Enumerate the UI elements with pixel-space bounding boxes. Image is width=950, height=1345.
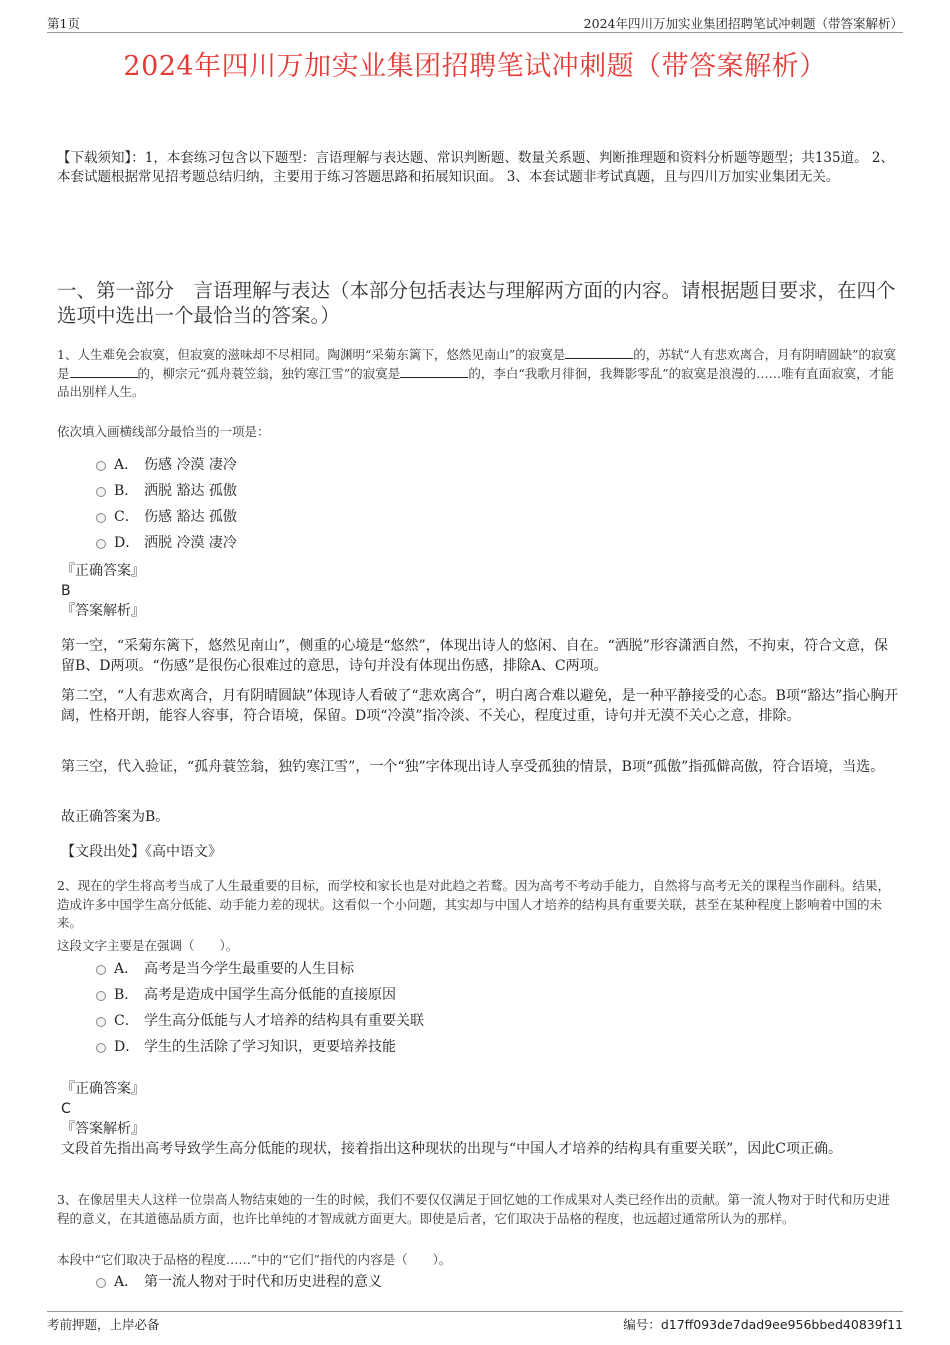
page-title: 2024年四川万加实业集团招聘笔试冲刺题（带答案解析）	[123, 51, 827, 82]
question-3-text: 3、在像居里夫人这样一位崇高人物结束她的一生的时候，我们不要仅仅满足于回忆她的工作成果对人类已经作出的贡献。第一流人物对于时代和历史进程的意义，在其道德品质方面，也许比单纯的才智成就方面更大。即使是后者，它们取决于品格的程度，也远超过通常所认为的那样。	[57, 1192, 890, 1226]
page-header	[47, 12, 903, 33]
option-b[interactable]: B． 高考是造成中国学生高分低能的直接原因	[96, 984, 424, 1010]
radio-icon[interactable]	[96, 1017, 106, 1027]
source-note: 【文段出处】《高中语文》	[61, 844, 222, 860]
correct-answer-label: 『正确答案』	[61, 1081, 145, 1097]
radio-icon[interactable]	[96, 487, 106, 497]
page-footer	[47, 1311, 903, 1334]
radio-icon[interactable]	[96, 513, 106, 523]
download-notice: 【下载须知】：1，本套练习包含以下题型：言语理解与表达题、常识判断题、数量关系题、判断推理题和资料分析题等题型；共135道。 2、本套试题根据常见招考题总结归纳，主要用于练习答题思路和拓展知识面。 3、本套试题非考试真题，且与四川万加实业集团无关。	[57, 150, 894, 185]
analysis-label: 『答案解析』	[61, 603, 145, 619]
header-doc-title: 2024年四川万加实业集团招聘笔试冲刺题（带答案解析）	[583, 16, 903, 31]
radio-icon[interactable]	[96, 1043, 106, 1053]
radio-icon[interactable]	[96, 991, 106, 1001]
option-b[interactable]: B． 洒脱 豁达 孤傲	[96, 480, 237, 506]
option-c[interactable]: C． 学生高分低能与人才培养的结构具有重要关联	[96, 1010, 424, 1036]
option-d[interactable]: D． 洒脱 冷漠 凄冷	[96, 532, 237, 558]
option-a[interactable]: A． 伤感 冷漠 凄冷	[96, 454, 237, 480]
answer-blank	[400, 365, 468, 378]
analysis-paragraph: 第二空，“人有悲欢离合，月有阴晴圆缺”体现诗人看破了“悲欢离合”，明白离合难以避免，是一种平静接受的心态。B项“豁达”指心胸开阔，性格开朗，能容人容事，符合语境，保留。D项“冷漠”指冷淡、不关心，程度过重，诗句并无漠不关心之意，排除。	[61, 688, 899, 724]
analysis-paragraph: 文段首先指出高考导致学生高分低能的现状，接着指出这种现状的出现与“中国人才培养的结构具有重要关联”，因此C项正确。	[61, 1141, 843, 1157]
answer-blank	[70, 365, 138, 378]
correct-answer-value: C	[61, 1101, 71, 1117]
question-2-options	[96, 958, 424, 1062]
correct-answer-label: 『正确答案』	[61, 563, 145, 579]
question-3-options	[96, 1271, 382, 1297]
question-1-options	[96, 454, 237, 558]
radio-icon[interactable]	[96, 461, 106, 471]
option-d[interactable]: D． 学生的生活除了学习知识，更要培养技能	[96, 1036, 424, 1062]
question-1-text: 1、人生难免会寂寞，但寂寞的滋味却不尽相同。陶渊明“采菊东篱下，悠然见南山”的寂寞是 的，苏轼“人有悲欢离合，月有阴晴圆缺”的寂寞是 的，柳宗元“孤舟蓑笠翁，独钓寒江雪”的寂寞是 的，李白“我歌月徘徊，我舞影零乱”的寂寞是浪漫的……唯有直面寂寞，才能品出别样人生。	[57, 347, 897, 399]
question-2-prompt: 这段文字主要是在强调（ ）。	[57, 938, 239, 953]
option-a[interactable]: A． 第一流人物对于时代和历史进程的意义	[96, 1271, 382, 1297]
radio-icon[interactable]	[96, 965, 106, 975]
question-3-prompt: 本段中“它们取决于品格的程度……”中的“它们”指代的内容是（ ）。	[57, 1252, 452, 1267]
radio-icon[interactable]	[96, 1278, 106, 1288]
question-2-text: 2、现在的学生将高考当成了人生最重要的目标，而学校和家长也是对此趋之若鹜。因为高考不考动手能力，自然将与高考无关的课程当作副科。结果，造成许多中国学生高分低能、动手能力差的现状。这看似一个小问题，其实却与中国人才培养的结构具有重要关联，甚至在某种程度上影响着中国的未来。	[57, 878, 890, 930]
option-c[interactable]: C． 伤感 豁达 孤傲	[96, 506, 237, 532]
analysis-paragraph: 第一空，“采菊东篱下，悠然见南山”，侧重的心境是“悠然”，体现出诗人的悠闲、自在。“洒脱”形容潇洒自然，不拘束，符合文意，保留B、D两项。“伤感”是很伤心很难过的意思，诗句并没有体现出伤感，排除A、C两项。	[61, 638, 888, 674]
section-title: 一、第一部分 言语理解与表达（本部分包括表达与理解两方面的内容。请根据题目要求，在四个选项中选出一个最恰当的答案。）	[57, 279, 896, 327]
question-1-prompt: 依次填入画横线部分最恰当的一项是：	[57, 424, 270, 439]
question-2-answer-block	[61, 1079, 901, 1159]
footer-code: 编号：d17ff093de7dad9ee956bbed40839f11	[623, 1317, 903, 1332]
analysis-paragraph: 第三空，代入验证，“孤舟蓑笠翁，独钓寒江雪”，一个“独”字体现出诗人享受孤独的情景，B项“孤傲”指孤僻高傲，符合语境，当选。	[61, 759, 885, 775]
analysis-conclusion: 故正确答案为B。	[61, 809, 170, 825]
option-a[interactable]: A． 高考是当今学生最重要的人生目标	[96, 958, 424, 984]
footer-slogan: 考前押题，上岸必备	[47, 1317, 160, 1332]
correct-answer-value: B	[61, 583, 71, 599]
radio-icon[interactable]	[96, 539, 106, 549]
answer-blank	[565, 346, 633, 359]
question-1-answer-block	[61, 561, 901, 621]
analysis-label: 『答案解析』	[61, 1121, 145, 1137]
page-number: 第1页	[47, 16, 80, 31]
